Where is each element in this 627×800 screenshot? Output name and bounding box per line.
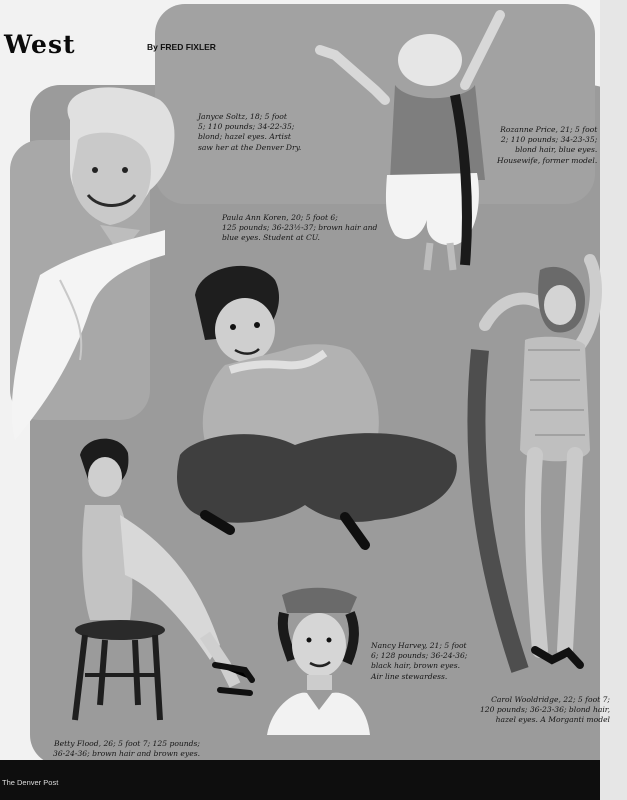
illustration-nancy: [262, 585, 372, 735]
byline: By FRED FIXLER: [147, 42, 216, 52]
caption-line: saw her at the Denver Dry.: [198, 142, 302, 152]
caption-betty: [20, 739, 200, 759]
caption-line: 5; 110 pounds; 34-22-35;: [198, 122, 295, 132]
caption-line: Carol Wooldridge, 22; 5 foot 7;: [491, 695, 610, 704]
caption-line: 36-24-36; brown hair and brown eyes.: [53, 749, 200, 759]
caption-line: Paula Ann Koren, 20; 5 foot 6;: [222, 213, 338, 222]
paper-panel-bottom: [0, 760, 627, 800]
footer-publication: The Denver Post: [2, 778, 59, 787]
caption-line: black hair, brown eyes.: [371, 661, 461, 671]
illustration-janyce: [0, 80, 190, 460]
caption-carol: [470, 695, 610, 726]
illustration-carol: [480, 250, 610, 690]
illustration-betty: [60, 435, 260, 735]
caption-line: 120 pounds; 36-23-36; blond hair,: [479, 705, 610, 715]
caption-line: 6; 128 pounds; 36-24-36;: [371, 651, 468, 661]
caption-line: 125 pounds; 36-23½-37; brown hair and: [222, 223, 378, 233]
caption-janyce: [198, 112, 301, 153]
caption-line: blue eyes. Student at CU.: [222, 233, 320, 243]
caption-line: 2; 110 pounds; 34-23-35;: [500, 135, 598, 145]
caption-paula: [222, 213, 377, 244]
caption-rozanne: [497, 125, 597, 166]
caption-nancy: [371, 641, 467, 682]
caption-line: Housewife, former model.: [497, 155, 598, 165]
page-title: West: [4, 30, 76, 59]
caption-line: blond hair, blue eyes.: [515, 145, 598, 155]
caption-line: Betty Flood, 26; 5 foot 7; 125 pounds;: [54, 739, 200, 748]
caption-line: Rozanne Price, 21; 5 foot: [500, 125, 598, 134]
caption-line: blond; hazel eyes. Artist: [198, 132, 291, 142]
caption-line: Janyce Soltz, 18; 5 foot: [198, 112, 287, 121]
caption-line: Nancy Harvey, 21; 5 foot: [371, 641, 467, 650]
caption-line: hazel eyes. A Morganti model: [495, 715, 610, 725]
caption-line: Air line stewardess.: [371, 671, 448, 681]
